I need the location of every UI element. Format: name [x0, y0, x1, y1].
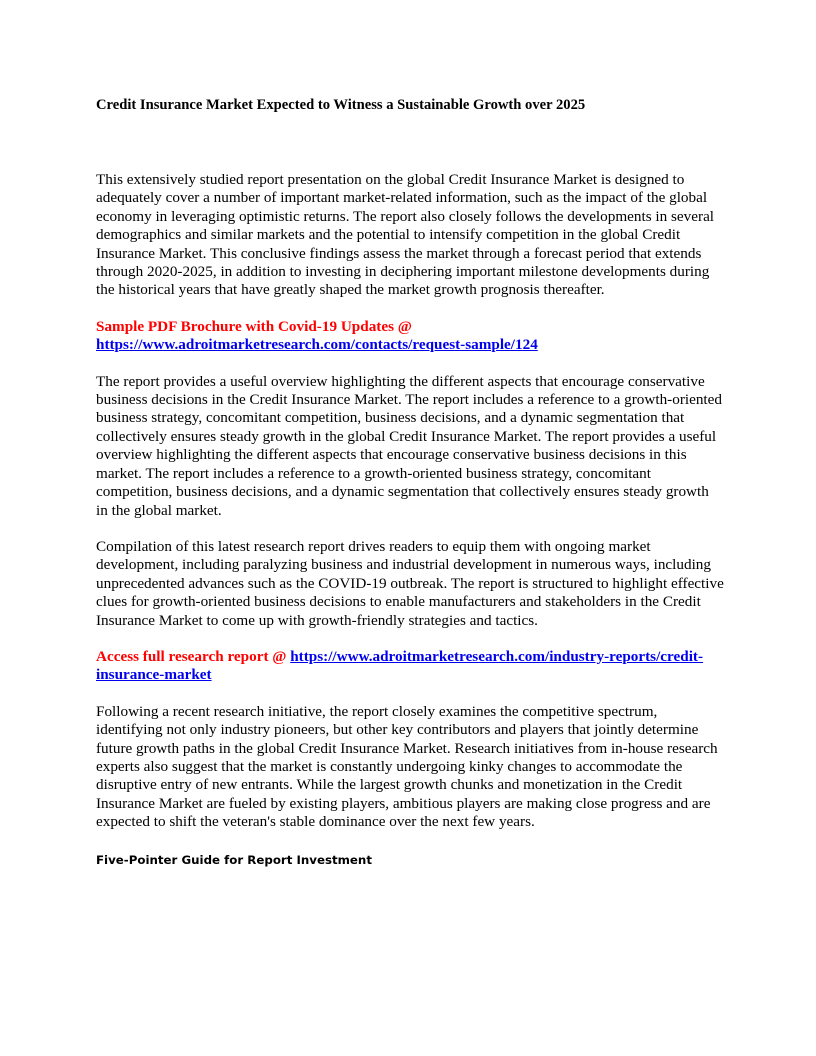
competitive-paragraph: Following a recent research initiative, the report closely examines the competitive spectrum, identifying not only industry pioneers, but other key contributors and players that jointly determine future growth paths in the global Credit Insurance Market. Research initiatives from in-house research experts also suggest that the market is constantly undergoing kinky changes to accommodate the disruptive entry of new entrants. While the largest growth chunks and monetization in the Credit Insurance Market are fueled by existing players, ambitious players are making close progress and are expected to shift the veteran's stable dominance over the next few years. [96, 702, 718, 831]
sample-section [96, 318, 724, 355]
guide-heading: Five-Pointer Guide for Report Investment [96, 852, 372, 867]
intro-paragraph: This extensively studied report presentation on the global Credit Insurance Market is designed to adequately cover a number of important market-related information, such as the impact of the global economy in leveraging optimistic returns. The report also closely follows the developments in several demographics and similar markets and the potential to intensify competition in the global Credit Insurance Market. This conclusive findings assess the market through a forecast period that extends through 2020-2025, in addition to investing in deciphering important milestone developments during the historical years that have greatly shaped the market growth prognosis thereafter. [96, 171, 715, 299]
sample-label: Sample PDF Brochure with Covid-19 Updates @ [96, 317, 412, 335]
document-title: Credit Insurance Market Expected to Witness a Sustainable Growth over 2025 [96, 97, 586, 113]
compilation-paragraph: Compilation of this latest research report drives readers to equip them with ongoing market development, including paralyzing business and industrial development in numerous ways, including unprecedented advances such as the COVID-19 outbreak. The report is structured to highlight effective clues for growth-oriented business decisions to enable manufacturers and stakeholders in the Credit Insurance Market to come up with growth-friendly strategies and tactics. [96, 537, 724, 629]
document-page [96, 96, 724, 868]
sample-link[interactable]: https://www.adroitmarketresearch.com/contacts/request-sample/124 [96, 336, 538, 354]
overview-paragraph: The report provides a useful overview highlighting the different aspects that encourage conservative business decisions in the Credit Insurance Market. The report includes a reference to a growth-oriented business strategy, concomitant competition, business decisions, and a dynamic segmentation that collectively ensures steady growth in the global Credit Insurance Market. The report provides a useful overview highlighting the different aspects that encourage conservative business decisions in this market. The report includes a reference to a growth-oriented business strategy, concomitant competition, business decisions, and a dynamic segmentation that collectively ensures steady growth in the global market. [96, 372, 722, 519]
access-link[interactable]: https://www.adroitmarketresearch.com/industry-reports/credit-insurance-market [96, 647, 704, 684]
access-section [96, 648, 724, 685]
access-label: Access full research report @ [96, 647, 287, 665]
